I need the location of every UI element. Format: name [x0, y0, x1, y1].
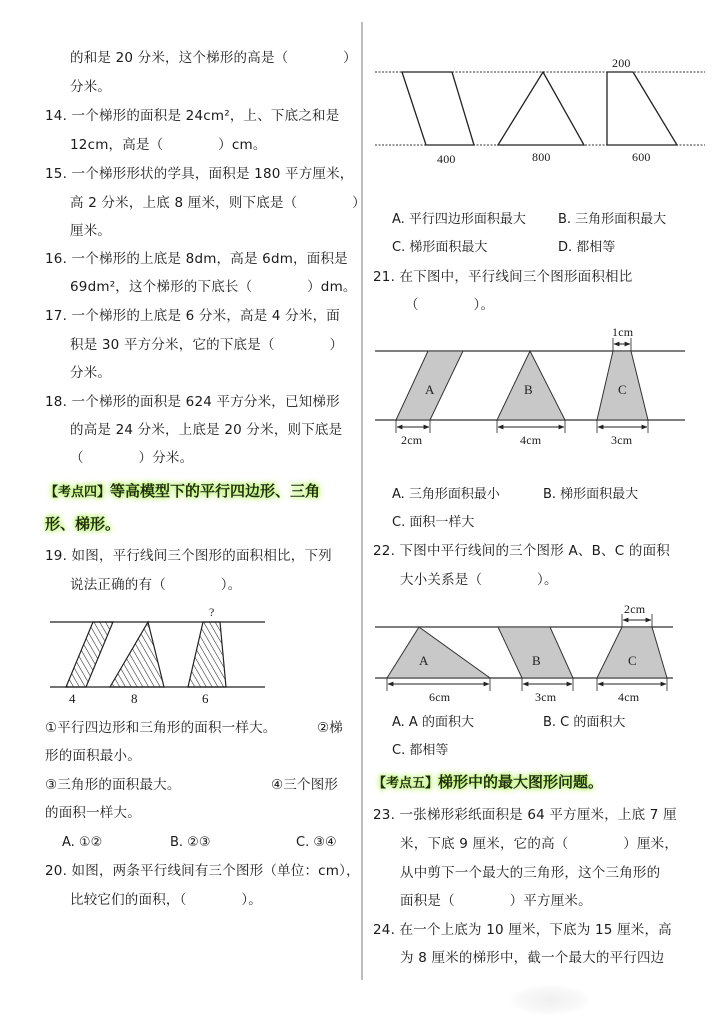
q22-label-c: C: [628, 653, 637, 668]
q22-line2: 大小关系是（ ）。: [400, 572, 558, 588]
q22-shape-a: [387, 627, 490, 678]
q14-line1: 14. 一个梯形的面积是 24cm²，上、下底之和是: [45, 108, 340, 124]
q18-line2: 的高是 24 分米，上底是 20 分米，则下底是: [70, 422, 343, 438]
q19-statement-4b: 的面积一样大。: [45, 805, 141, 821]
q20-label-600: 600: [632, 150, 651, 164]
q17-line1: 17. 一个梯形的上底是 6 分米，高是 4 分米，面: [45, 308, 341, 324]
q19-option-b[interactable]: B. ②③: [170, 835, 211, 850]
q24-line1: 24. 在一个上底为 10 厘米，下底为 15 厘米，高: [373, 922, 672, 938]
q23-line3: 从中剪下一个最大的三角形，这个三角形的: [400, 865, 661, 881]
q20-label-800: 800: [532, 150, 551, 164]
q19-option-a[interactable]: A. ①②: [62, 835, 103, 850]
q19-statement-2b: 形的面积最小。: [45, 748, 141, 764]
q22-dim-a: 6cm: [429, 690, 451, 704]
q18-line3: （ ）分米。: [70, 450, 194, 466]
q22-label-b: B: [532, 653, 541, 668]
q21-dim-a: 2cm: [401, 433, 423, 447]
q19-top-label: ?: [209, 605, 215, 619]
q19-statement-3: ③三角形的面积最大。: [45, 777, 181, 793]
q19-statement-1: ①平行四边形和三角形的面积一样大。: [45, 720, 277, 736]
q22-option-c[interactable]: C. 都相等: [392, 743, 449, 758]
q21-dim-b: 4cm: [520, 433, 542, 447]
q20-label-200: 200: [612, 56, 631, 70]
q15-line3: 厘米。: [70, 223, 112, 239]
section-5-title: 梯形中的最大图形问题。: [438, 773, 604, 791]
q21-label-a: A: [425, 382, 435, 397]
q20-option-c[interactable]: C. 梯形面积最大: [392, 240, 488, 255]
section-5-heading: [373, 772, 603, 794]
q15-line1: 15. 一个梯形形状的学具，面积是 180 平方厘米，: [45, 166, 354, 182]
q19-label-8: 8: [131, 691, 138, 706]
q22-line1: 22. 下图中平行线间的三个图形 A、B、C 的面积: [373, 543, 670, 559]
q20-label-400: 400: [437, 152, 456, 166]
q16-line1: 16. 一个梯形的上底是 8dm，高是 6dm，面积是: [45, 251, 348, 267]
q21-label-c: C: [618, 382, 627, 397]
q21-label-b: B: [524, 382, 533, 397]
q21-option-b[interactable]: B. 梯形面积最大: [543, 487, 639, 502]
q17-line2: 积是 30 平方分米，它的下底是（ ）: [70, 337, 344, 353]
q21-option-c[interactable]: C. 面积一样大: [392, 515, 475, 530]
q21-dim-c: 3cm: [611, 433, 633, 447]
q19-label-4: 4: [69, 691, 76, 706]
q20-option-d[interactable]: D. 都相等: [558, 240, 616, 255]
q22-label-a: A: [419, 653, 429, 668]
q22-option-b[interactable]: B. C 的面积大: [543, 715, 626, 730]
q21-line1: 21. 在下图中，平行线间三个图形面积相比: [373, 269, 633, 285]
section-4-tag: 【考点四】: [45, 485, 111, 500]
q19-statement-2a: ②梯: [317, 720, 344, 736]
q13-line1: 的和是 20 分米，这个梯形的高是（ ）: [70, 50, 357, 66]
q22-top-dim: 2cm: [624, 602, 646, 616]
q13-line2: 分米。: [70, 79, 112, 95]
q16-line2: 69dm²，这个梯形的下底长（ ）dm。: [70, 279, 357, 295]
q23-line4: 面积是（ ）平方厘米。: [400, 893, 592, 909]
q20-line1: 20. 如图，两条平行线间有三个图形（单位：cm），: [45, 863, 360, 879]
q17-line3: 分米。: [70, 365, 112, 381]
section-4-heading-cont: 形、梯形。: [45, 515, 121, 533]
section-4-title: 等高模型下的平行四边形、三角: [110, 482, 321, 500]
q20-option-b[interactable]: B. 三角形面积最大: [558, 212, 667, 227]
q22-option-a[interactable]: A. A 的面积大: [392, 715, 474, 730]
q21-top-dim: 1cm: [612, 325, 634, 339]
q20-line2: 比较它们的面积，（ ）。: [70, 892, 262, 908]
q20-option-a[interactable]: A. 平行四边形面积最大: [392, 212, 526, 227]
q15-line2: 高 2 分米，上底 8 厘米，则下底是（ ）: [70, 195, 366, 211]
q19-line1: 19. 如图，平行线间三个图形的面积相比，下列: [45, 548, 332, 564]
q21-option-a[interactable]: A. 三角形面积最小: [392, 487, 500, 502]
scan-watermark: [510, 985, 590, 1015]
q23-line1: 23. 一张梯形彩纸面积是 64 平方厘米，上底 7 厘: [373, 807, 677, 823]
q18-line1: 18. 一个梯形的面积是 624 平方分米，已知梯形: [45, 394, 340, 410]
q23-line2: 米，下底 9 厘米，它的高（ ）厘米，: [400, 836, 679, 852]
q14-line2: 12cm，高是（ ）cm。: [70, 137, 267, 153]
q19-line2: 说法正确的有（ ）。: [70, 577, 242, 593]
q24-line2: 为 8 厘米的梯形中，截一个最大的平行四边: [400, 950, 665, 966]
q22-dim-c: 4cm: [618, 690, 640, 704]
section-5-tag: 【考点五】: [373, 776, 439, 791]
q19-label-6: 6: [202, 691, 209, 706]
q19-statement-4a: ④三个图形: [271, 777, 339, 793]
q21-line2: （ ）。: [405, 297, 495, 313]
q19-option-c[interactable]: C. ③④: [296, 835, 337, 850]
q22-dim-b: 3cm: [535, 690, 557, 704]
